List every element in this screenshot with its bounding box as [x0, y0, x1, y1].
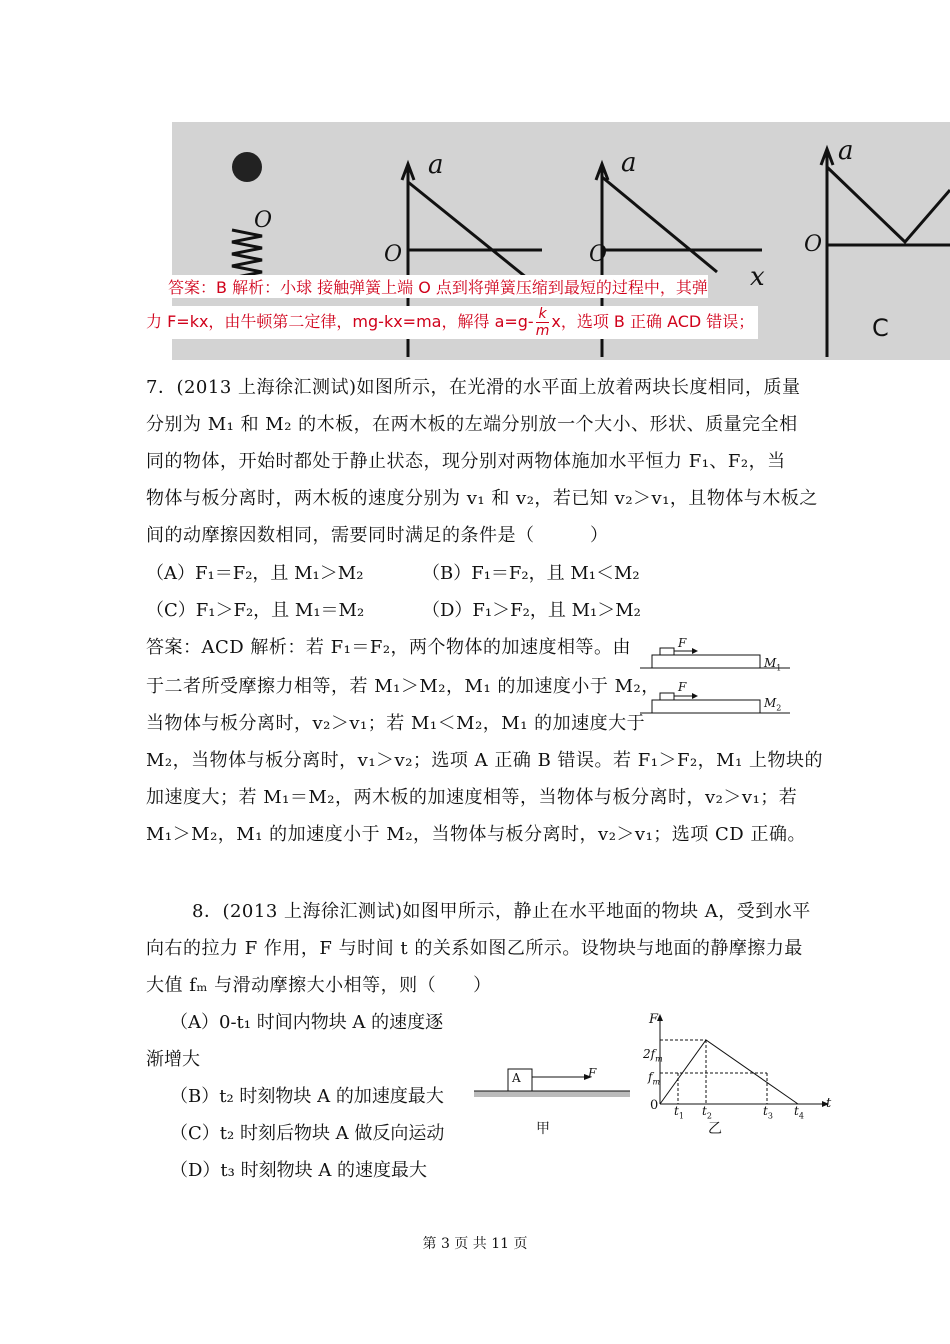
q7-line-1: 7．(2013 上海徐汇测试)如图所示，在光滑的水平面上放着两块长度相同，质量: [146, 377, 801, 398]
q7-line-4: 物体与板分离时，两木板的速度分别为 v₁ 和 v₂，若已知 v₂＞v₁，且物体与木板之: [146, 488, 818, 509]
block-label: A: [512, 1071, 521, 1085]
force-label: F: [678, 636, 687, 650]
q7-board-figure: [640, 636, 790, 716]
q8-option-d: （D）t₃ 时刻物块 A 的速度最大: [170, 1160, 428, 1181]
answer-text: 力 F=kx，由牛顿第二定律，mg-kx=ma，解得 a=g-: [146, 312, 534, 331]
fraction-k-over-m: [536, 306, 550, 339]
label-O: O: [384, 242, 403, 267]
fraction-numerator: k: [536, 306, 550, 323]
q8-line-2: 向右的拉力 F 作用，F 与时间 t 的关系如图乙所示。设物块与地面的静摩擦力最: [146, 938, 803, 959]
q7-option-d: （D）F₁＞F₂，且 M₁＞M₂: [422, 600, 641, 621]
axis-t-label: t: [826, 1096, 832, 1111]
q7-line-2: 分别为 M₁ 和 M₂ 的木板，在两木板的左端分别放一个大小、形状、质量完全相: [146, 414, 798, 435]
q7-option-a: （A）F₁＝F₂，且 M₁＞M₂: [146, 563, 364, 584]
spring-icon: [232, 230, 262, 278]
label-O: O: [254, 208, 273, 233]
tick-2fm: $2f_m$: [643, 1047, 663, 1064]
q7-option-c: （C）F₁＞F₂，且 M₁＝M₂: [146, 600, 365, 621]
q8-line-1: 8．(2013 上海徐汇测试)如图甲所示，静止在水平地面的物块 A，受到水平: [192, 901, 811, 922]
tick-fm: $f_m$: [648, 1070, 661, 1087]
q7-answer-5: 加速度大；若 M₁＝M₂，两木板的加速度相等，当物体与板分离时，v₂＞v₁；若: [146, 787, 798, 808]
label-x: x: [750, 262, 765, 292]
label-a: a: [428, 150, 444, 180]
tick-t1: $t_1$: [674, 1104, 684, 1121]
answer-red-line1: 答案：B 解析：小球 接触弹簧上端 O 点到将弹簧压缩到最短的过程中，其弹: [168, 275, 708, 298]
label-C: C: [872, 314, 889, 342]
q7-option-b: （B）F₁＝F₂，且 M₁＜M₂: [422, 563, 640, 584]
board-label-m2: $M_2$: [764, 696, 782, 713]
page-footer: 第 3 页 共 11 页: [422, 1236, 528, 1252]
q8-line-3: 大值 fₘ 与滑动摩擦大小相等，则（ ）: [146, 975, 492, 996]
label-a: a: [838, 136, 854, 166]
force-label: F: [588, 1066, 597, 1080]
board-label-m1: $M_1$: [764, 656, 782, 673]
q7-line-5: 间的动摩擦因数相同，需要同时满足的条件是（ ）: [146, 525, 609, 546]
q7-answer-6: M₁＞M₂，M₁ 的加速度小于 M₂，当物体与板分离时，v₂＞v₁；选项 CD 正确。: [146, 824, 806, 845]
answer-red-line2: [146, 306, 758, 339]
q7-line-3: 同的物体，开始时都处于静止状态，现分别对两物体施加水平恒力 F₁、F₂，当: [146, 451, 786, 472]
tick-t4: $t_4$: [794, 1104, 804, 1121]
axis-F-label: F: [649, 1012, 659, 1027]
q7-answer-1: 答案：ACD 解析：若 F₁＝F₂，两个物体的加速度相等。由: [146, 637, 632, 658]
q7-answer-2: 于二者所受摩擦力相等，若 M₁＞M₂，M₁ 的加速度小于 M₂，: [146, 676, 660, 697]
force-label: F: [678, 680, 687, 694]
q8-option-a-cont: 渐增大: [146, 1049, 200, 1070]
q8-option-b: （B）t₂ 时刻物块 A 的加速度最大: [170, 1086, 444, 1107]
tick-t2: $t_2$: [702, 1104, 712, 1121]
q8-option-a: （A）0-t₁ 时间内物块 A 的速度逐: [170, 1012, 444, 1033]
q7-answer-3: 当物体与板分离时，v₂＞v₁；若 M₁＜M₂，M₁ 的加速度大于: [146, 713, 646, 734]
q7-answer-4: M₂，当物体与板分离时，v₁＞v₂；选项 A 正确 B 错误。若 F₁＞F₂，M₁ 上物块的: [146, 750, 824, 771]
q8-option-c: （C）t₂ 时刻后物块 A 做反向运动: [170, 1123, 445, 1144]
origin-label: 0: [650, 1098, 659, 1113]
label-O: O: [804, 232, 823, 257]
tick-t3: $t_3$: [763, 1104, 773, 1121]
answer-text: x，选项 B 正确 ACD 错误；: [551, 312, 755, 331]
fraction-denominator: m: [535, 323, 550, 339]
label-a: a: [621, 148, 637, 178]
figure-jia: [474, 1062, 630, 1142]
figure-yi-force-time-graph: [640, 1012, 840, 1137]
caption-yi: 乙: [708, 1121, 722, 1137]
ball-icon: [232, 152, 262, 182]
caption-jia: 甲: [536, 1121, 550, 1137]
label-O: O: [589, 242, 608, 267]
